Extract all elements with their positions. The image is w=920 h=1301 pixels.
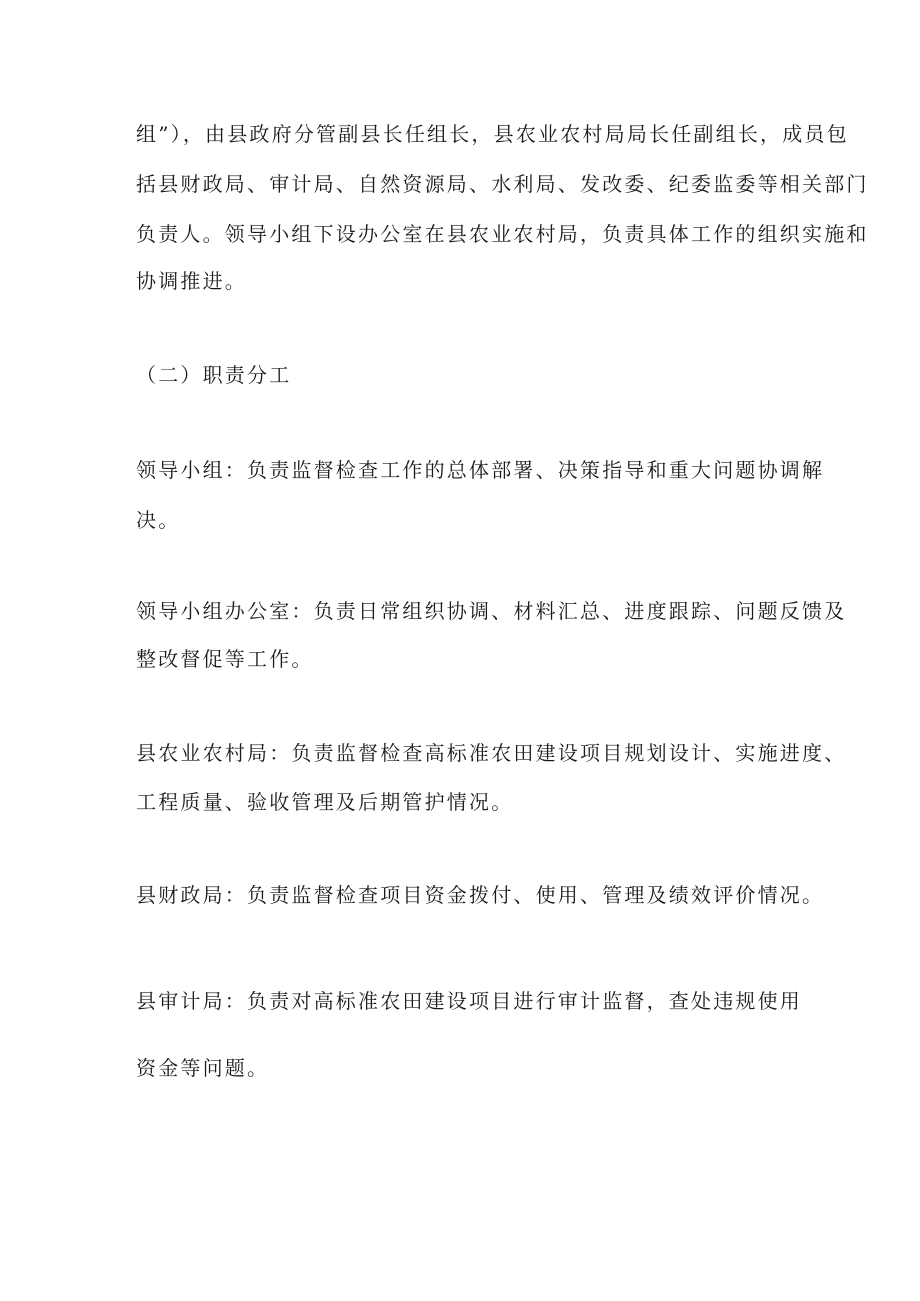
intro-line-3: 负责人。领导小组下设办公室在县农业农村局，负责具体工作的组织实施和 [136, 222, 869, 246]
duty-office-line-2: 整改督促等工作。 [136, 647, 314, 671]
section-heading: （二）职责分工 [136, 363, 292, 387]
duty-agriculture-line-2: 工程质量、验收管理及后期管护情况。 [136, 790, 514, 814]
duty-audit-line-1: 县审计局：负责对高标准农田建设项目进行审计监督，查处违规使用 [136, 989, 802, 1013]
duty-leading-group-line-1: 领导小组：负责监督检查工作的总体部署、决策指导和重大问题协调解 [136, 458, 825, 482]
intro-line-4: 协调推进。 [136, 269, 247, 293]
duty-office-line-1: 领导小组办公室：负责日常组织协调、材料汇总、进度跟踪、问题反馈及 [136, 599, 847, 623]
duty-audit-line-2: 资金等问题。 [136, 1056, 270, 1080]
duty-finance-line-1: 县财政局：负责监督检查项目资金拨付、使用、管理及绩效评价情况。 [136, 883, 825, 907]
intro-line-2: 括县财政局、审计局、自然资源局、水利局、发改委、纪委监委等相关部门 [136, 172, 869, 196]
duty-leading-group-line-2: 决。 [136, 508, 181, 532]
intro-line-1: 组”），由县政府分管副县长任组长，县农业农村局局长任副组长，成员包 [136, 122, 849, 146]
duty-agriculture-line-1: 县农业农村局：负责监督检查高标准农田建设项目规划设计、实施进度、 [136, 741, 847, 765]
